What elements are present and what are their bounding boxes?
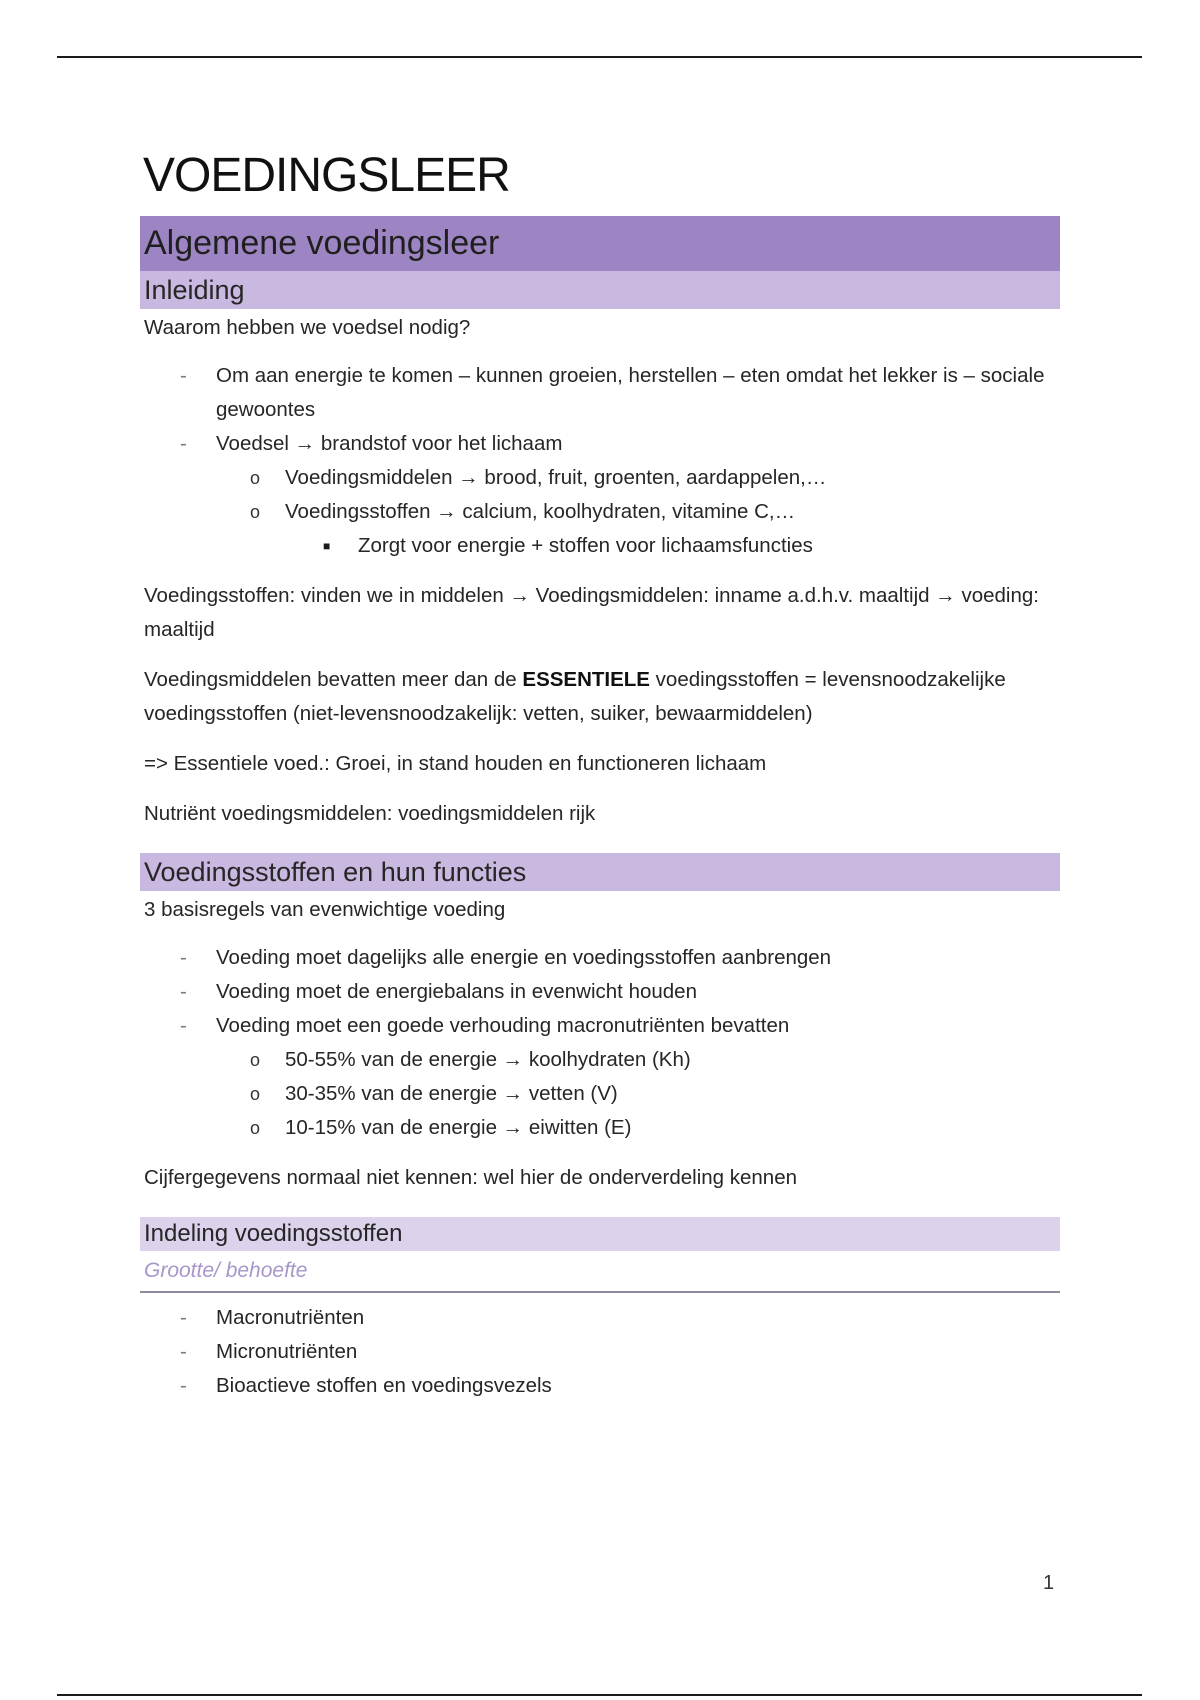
footer-rule: [57, 1694, 1142, 1696]
heading-inleiding: Inleiding: [140, 271, 1060, 309]
heading-indeling-voedingsstoffen: Indeling voedingsstoffen: [140, 1217, 1060, 1251]
page-content: [140, 146, 1060, 1403]
circle-bullet: o: [250, 502, 261, 522]
heading-algemene-voedingsleer: Algemene voedingsleer: [140, 216, 1060, 271]
list-item: - Voedsel → brandstof voor het lichaam o Voedingsmiddelen → brood, fruit, groenten, aardappelen,… o Voedingsstoffen → calcium, koolhydraten, vitamine C,… ■ Zorgt voor energie + stoffen voor lichaamsfuncties: [140, 427, 1060, 563]
dash-bullet: -: [180, 1014, 187, 1037]
circle-bullet: o: [250, 468, 261, 488]
dash-bullet: -: [180, 980, 187, 1003]
sublist: [140, 461, 1060, 563]
dash-bullet: -: [180, 1340, 187, 1363]
dash-bullet: -: [180, 1306, 187, 1329]
page-number: 1: [1043, 1572, 1055, 1594]
functies-list: [140, 941, 1060, 1145]
document-title: VOEDINGSLEER: [143, 149, 510, 202]
question-text: Waarom hebben we voedsel nodig?: [144, 316, 471, 339]
paragraph: Voedingsstoffen: vinden we in middelen → Voedingsmiddelen: inname a.d.h.v. maaltijd → voeding: maaltijd: [144, 584, 1039, 641]
inleiding-list: [140, 359, 1060, 563]
list-item: - Bioactieve stoffen en voedingsvezels: [140, 1369, 1060, 1403]
dash-bullet: -: [180, 1374, 187, 1397]
indeling-list: [140, 1301, 1060, 1403]
list-item: o 50-55% van de energie → koolhydraten (Kh): [212, 1043, 1060, 1077]
square-bullet: ■: [323, 539, 331, 553]
dash-bullet: -: [180, 364, 187, 387]
circle-bullet: o: [250, 1118, 261, 1138]
list-item: ■ Zorgt voor energie + stoffen voor lichaamsfuncties: [285, 529, 1060, 563]
header-rule: [57, 56, 1142, 58]
list-item: - Micronutriënten: [140, 1335, 1060, 1369]
list-item: o 30-35% van de energie → vetten (V): [212, 1077, 1060, 1111]
list-item: - Macronutriënten: [140, 1301, 1060, 1335]
sublist: [140, 1043, 1060, 1145]
paragraph: Cijfergegevens normaal niet kennen: wel hier de onderverdeling kennen: [144, 1166, 797, 1189]
list-item: o Voedingsstoffen → calcium, koolhydraten, vitamine C,… ■ Zorgt voor energie + stoffen voor lichaamsfuncties: [212, 495, 1060, 563]
subheading-grootte-behoefte: Grootte/ behoefte: [140, 1251, 1060, 1293]
paragraph: => Essentiele voed.: Groei, in stand houden en functioneren lichaam: [144, 752, 767, 775]
list-item: - Voeding moet een goede verhouding macronutriënten bevatten o 50-55% van de energie → koolhydraten (Kh) o 30-35% van de energie → vetten (V) o 10-15% van de energie → eiwitten (E): [140, 1009, 1060, 1145]
circle-bullet: o: [250, 1084, 261, 1104]
list-item: - Voeding moet de energiebalans in evenwicht houden: [140, 975, 1060, 1009]
circle-bullet: o: [250, 1050, 261, 1070]
paragraph: Nutriënt voedingsmiddelen: voedingsmiddelen rijk: [144, 802, 596, 825]
heading-voedingsstoffen-functies: Voedingsstoffen en hun functies: [140, 853, 1060, 891]
list-item: o Voedingsmiddelen → brood, fruit, groenten, aardappelen,…: [212, 461, 1060, 495]
dash-bullet: -: [180, 946, 187, 969]
subsublist: [212, 529, 1060, 563]
list-item: - Voeding moet dagelijks alle energie en voedingsstoffen aanbrengen: [140, 941, 1060, 975]
dash-bullet: -: [180, 432, 187, 455]
list-item: o 10-15% van de energie → eiwitten (E): [212, 1111, 1060, 1145]
paragraph: 3 basisregels van evenwichtige voeding: [144, 898, 506, 921]
paragraph-essentiele: Voedingsmiddelen bevatten meer dan de ESSENTIELE voedingsstoffen = levensnoodzakelijke voedingsstoffen (niet-levensnoodzakelijk: vetten, suiker, bewaarmiddelen): [144, 668, 1006, 725]
list-item: - Om aan energie te komen – kunnen groeien, herstellen – eten omdat het lekker is – sociale gewoontes: [140, 359, 1060, 427]
